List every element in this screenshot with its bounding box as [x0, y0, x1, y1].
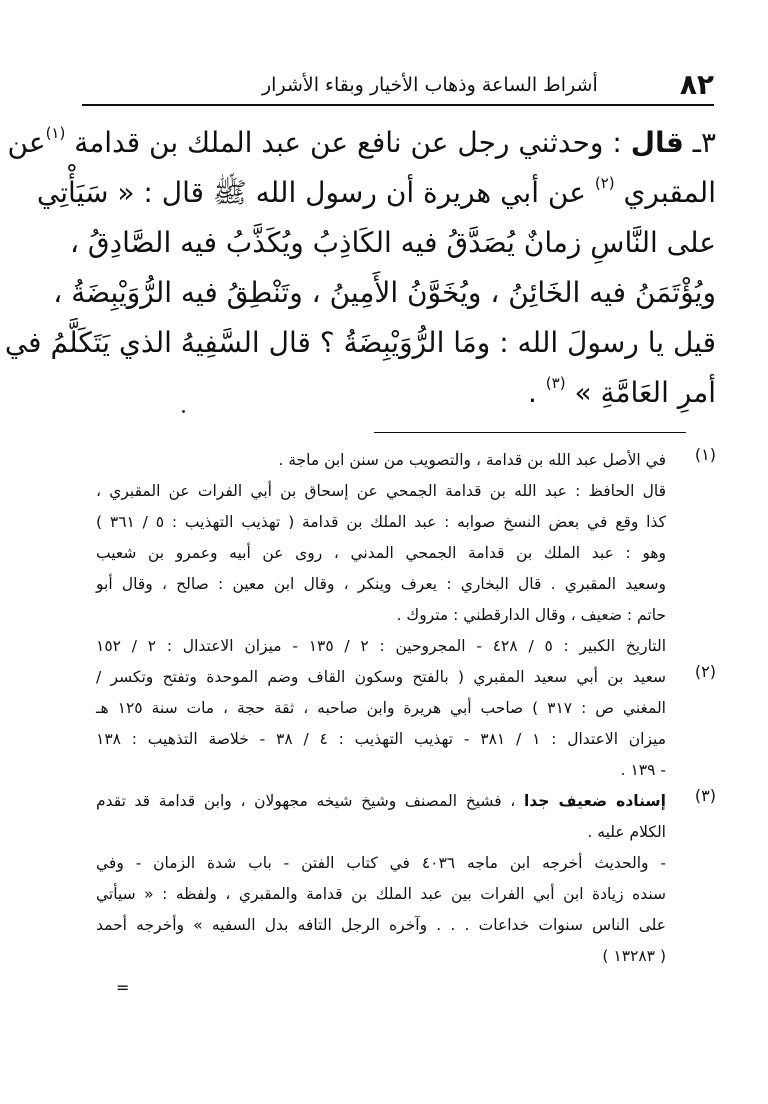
footnote-2: (٢) سعيد بن أبي سعيد المقبري ( بالفتح وسكون القاف وضم الموحدة وتفتح وتكسر / المغني ص : ٣١٧ ) صاحب أبي هريرة وابن صاحبه ، ثقة حجة ، مات سنة ١٢٥ هـ ميزان الاعتدال : ١ / ٣٨١ - تهذيب التهذيب : ٤ / ٣٨ - خلاصة التذهيب : ١٣٨ - ١٣٩ .	[96, 662, 716, 779]
main-line: المقبري $^{(٢)}$ عن أبي هريرة أن رسول الله ﷺ قال : « سَيَأْتِي	[36, 174, 716, 209]
footnote-3: (٣) إسناده ضعيف جدا ، فشيخ المصنف وشيخ شيخه مجهولان ، وابن قدامة قد تقدم الكلام عليه . - والحديث أخرجه ابن ماجه ٤٠٣٦ في كتاب الفتن - باب شدة الزمان - وفي سنده زيادة ابن أبي الفرات بين عبد الملك بن قدامة والمقبري ، ولفظه : « سيأتي على الناس سنوات خداعات . . . وآخره الرجل التافه بدل السفيه » وأخرجه أحمد ( ١٣٢٨٣ )	[96, 786, 716, 965]
footnote-divider	[374, 432, 686, 433]
main-line: ٣ـ قال : وحدثني رجل عن نافع عن عبد الملك بن قدامة $^{(١)}$عن	[7, 124, 716, 159]
main-line: على النَّاسِ زمانٌ يُصَدَّقُ فيه الكَاذِبُ ويُكَذَّبُ فيه الصَّادِقُ ،	[69, 226, 716, 259]
footnote-number: (١)	[694, 445, 716, 464]
header-rule	[82, 104, 714, 106]
page-number: ٨٢	[679, 68, 714, 101]
main-line: أمرِ العَامَّةِ » $^{(٣)}$ .	[527, 374, 716, 409]
main-line: قيل يا رسولَ الله : ومَا الرُّوَيْبِضَةُ ؟ قال السَّفِيهُ الذي يَتَكَلَّمُ في	[4, 326, 716, 359]
book-title: أشراط الساعة وذهاب الأخيار وبقاء الأشرار	[262, 74, 598, 96]
footnote-ref: (٣)	[545, 374, 566, 392]
footnote-number: (٢)	[694, 662, 716, 681]
grading-label: إسناده ضعيف جدا	[523, 792, 666, 810]
footnote-ref: (١)	[45, 124, 66, 142]
running-header	[82, 68, 714, 102]
footnotes	[96, 445, 716, 972]
footnote-number: (٣)	[694, 786, 716, 805]
hadith-text	[4, 118, 716, 418]
footnote-1: (١) في الأصل عبد الله بن قدامة ، والتصويب من سنن ابن ماجة . قال الحافظ : عبد الله بن قدامة الجمحي عن إسحاق بن أبي الفرات عن المقبري ، كذا وقع في بعض النسخ صوابه : عبد الملك بن قدامة ( تهذيب التهذيب : ٥ / ٣٦١ ) وهو : عبد الملك بن قدامة الجمحي المدني ، روى عن أبيه وعمرو بن شعيب وسعيد المقبري . قال البخاري : يعرف وينكر ، وقال ابن معين : صالح ، وقال أبو حاتم : ضعيف ، وقال الدارقطني : متروك . التاريخ الكبير : ٥ / ٤٢٨ - المجروحين : ٢ / ١٣٥ - ميزان الاعتدال : ٢ / ١٥٢	[96, 445, 716, 655]
continuation-mark: =	[116, 978, 130, 997]
ink-speck	[182, 410, 185, 413]
footnote-ref: (٢)	[594, 174, 615, 192]
main-line: ويُؤْتَمَنُ فيه الخَائِنُ ، ويُخَوَّنُ الأَمِينُ ، وتَنْطِقُ فيه الرُّوَيْبِضَةُ ،	[53, 276, 716, 309]
